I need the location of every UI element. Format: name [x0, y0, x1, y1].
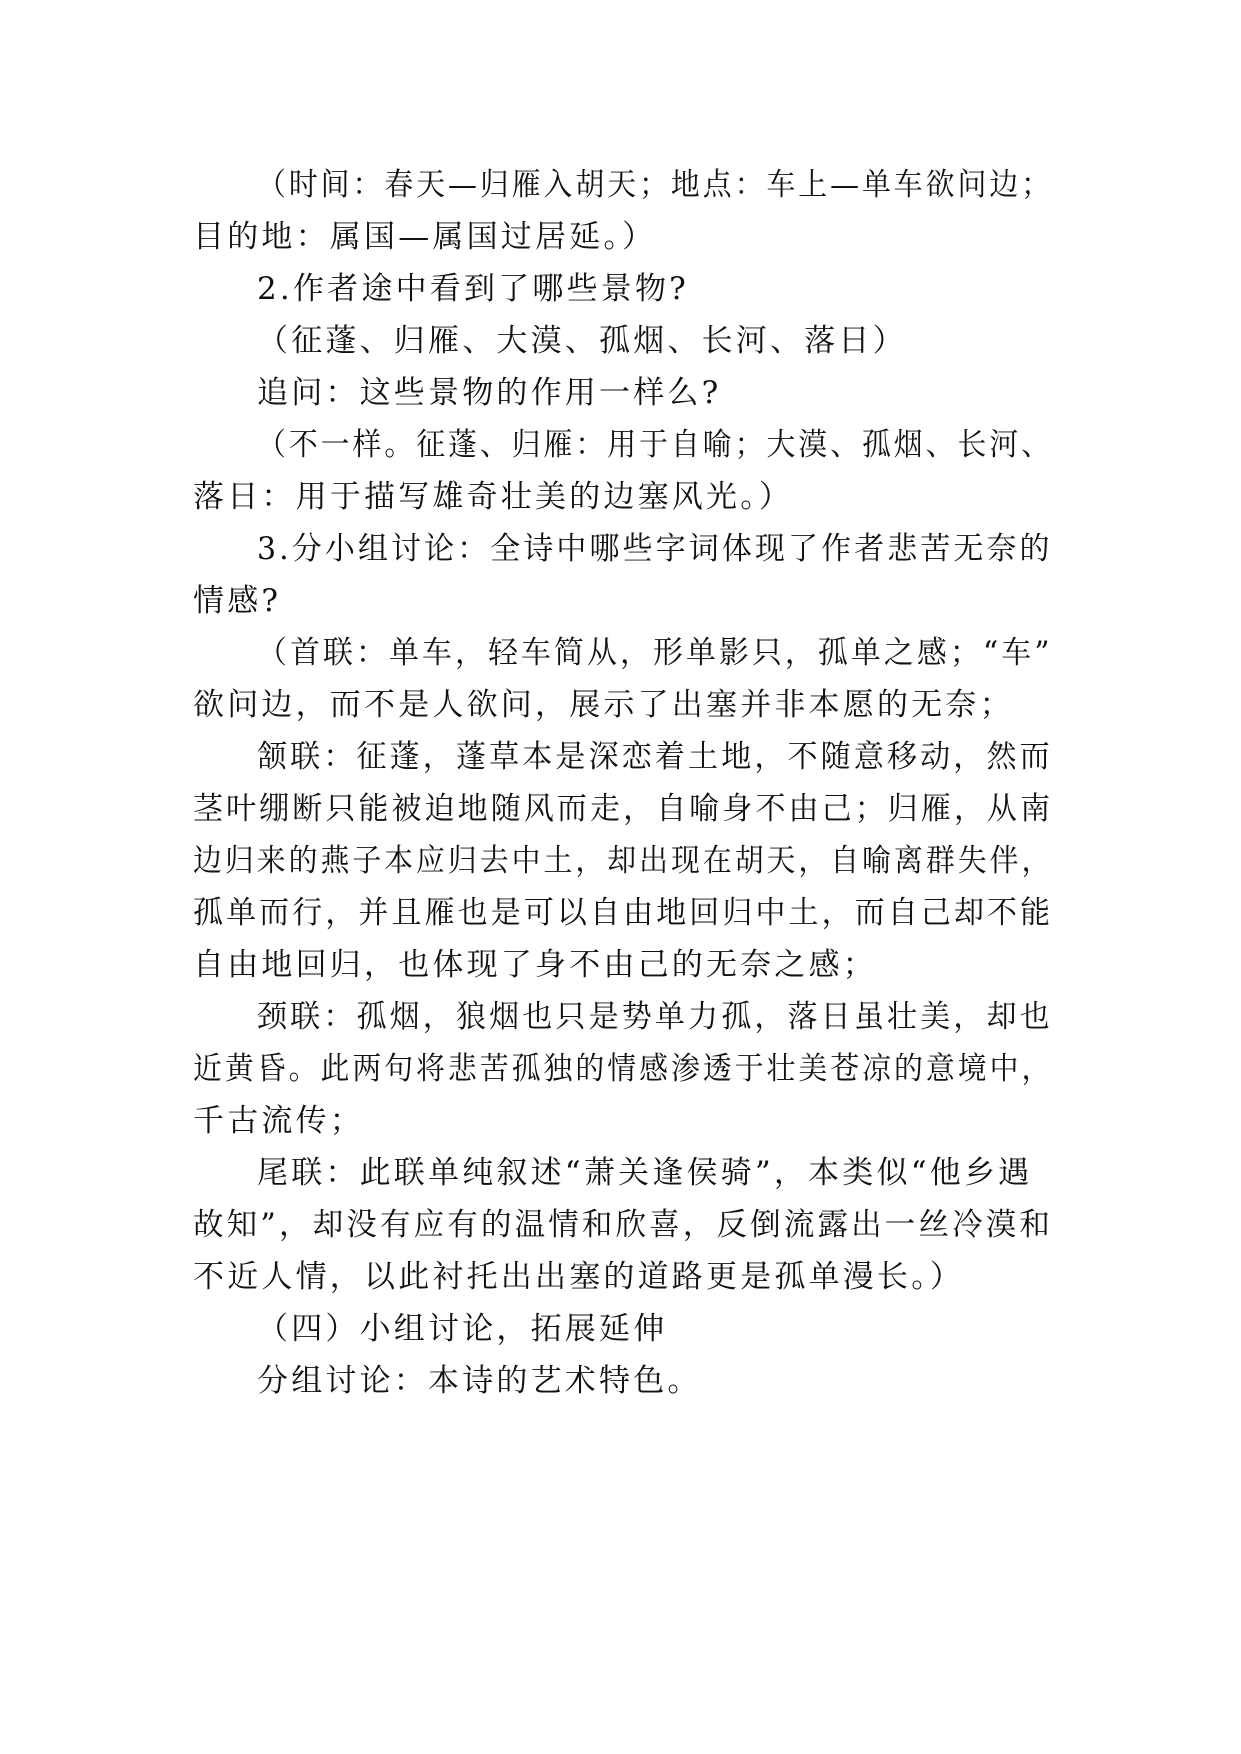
text-line: 自由地回归，也体现了身不由己的无奈之感；	[193, 947, 877, 983]
text-line: 不近人情，以此衬托出出塞的道路更是孤单漫长。）	[193, 1259, 965, 1295]
text-line: 孤单而行，并且雁也是可以自由地回归中土，而自己却不能	[193, 895, 1054, 931]
text-line: 颔联：征蓬，蓬草本是深恋着土地，不随意移动，然而	[257, 739, 1053, 775]
text-line: 落日：用于描写雄奇壮美的边塞风光。）	[193, 479, 794, 515]
text-line: 2.作者途中看到了哪些景物?	[257, 271, 689, 307]
text-line: （时间：春天—归雁入胡天；地点：车上—单车欲问边；	[257, 167, 1054, 203]
text-line: （不一样。征蓬、归雁：用于自喻；大漠、孤烟、长河、	[257, 427, 1054, 463]
text-line: 情感?	[193, 583, 282, 619]
text-line: （征蓬、归雁、大漠、孤烟、长河、落日）	[257, 323, 907, 359]
text-line: 目的地：属国—属国过居延。）	[193, 219, 657, 255]
text-line: 边归来的燕子本应归去中土，却出现在胡天，自喻离群失伴，	[193, 843, 1054, 879]
text-line: 千古流传；	[193, 1103, 364, 1139]
text-line: 分组讨论：本诗的艺术特色。	[257, 1363, 702, 1399]
text-line: 近黄昏。此两句将悲苦孤独的情感渗透于壮美苍凉的意境中，	[193, 1051, 1054, 1087]
text-line: 故知”，却没有应有的温情和欣喜，反倒流露出一丝冷漠和	[193, 1207, 1054, 1243]
text-line: （首联：单车，轻车简从，形单影只，孤单之感；“车”	[257, 635, 1053, 671]
section-heading: （四）小组讨论，拓展延伸	[257, 1311, 668, 1347]
text-line: 尾联：此联单纯叙述“萧关逢侯骑”，本类似“他乡遇	[257, 1155, 1033, 1191]
text-line: 3.分小组讨论：全诗中哪些字词体现了作者悲苦无奈的	[257, 531, 1053, 567]
text-line: 颈联：孤烟，狼烟也只是势单力孤，落日虽壮美，却也	[257, 999, 1053, 1035]
text-line: 茎叶绷断只能被迫地随风而走，自喻身不由己；归雁，从南	[193, 791, 1054, 827]
text-line: 欲问边，而不是人欲问，展示了出塞并非本愿的无奈；	[193, 687, 1014, 723]
text-line: 追问：这些景物的作用一样么?	[257, 375, 722, 411]
